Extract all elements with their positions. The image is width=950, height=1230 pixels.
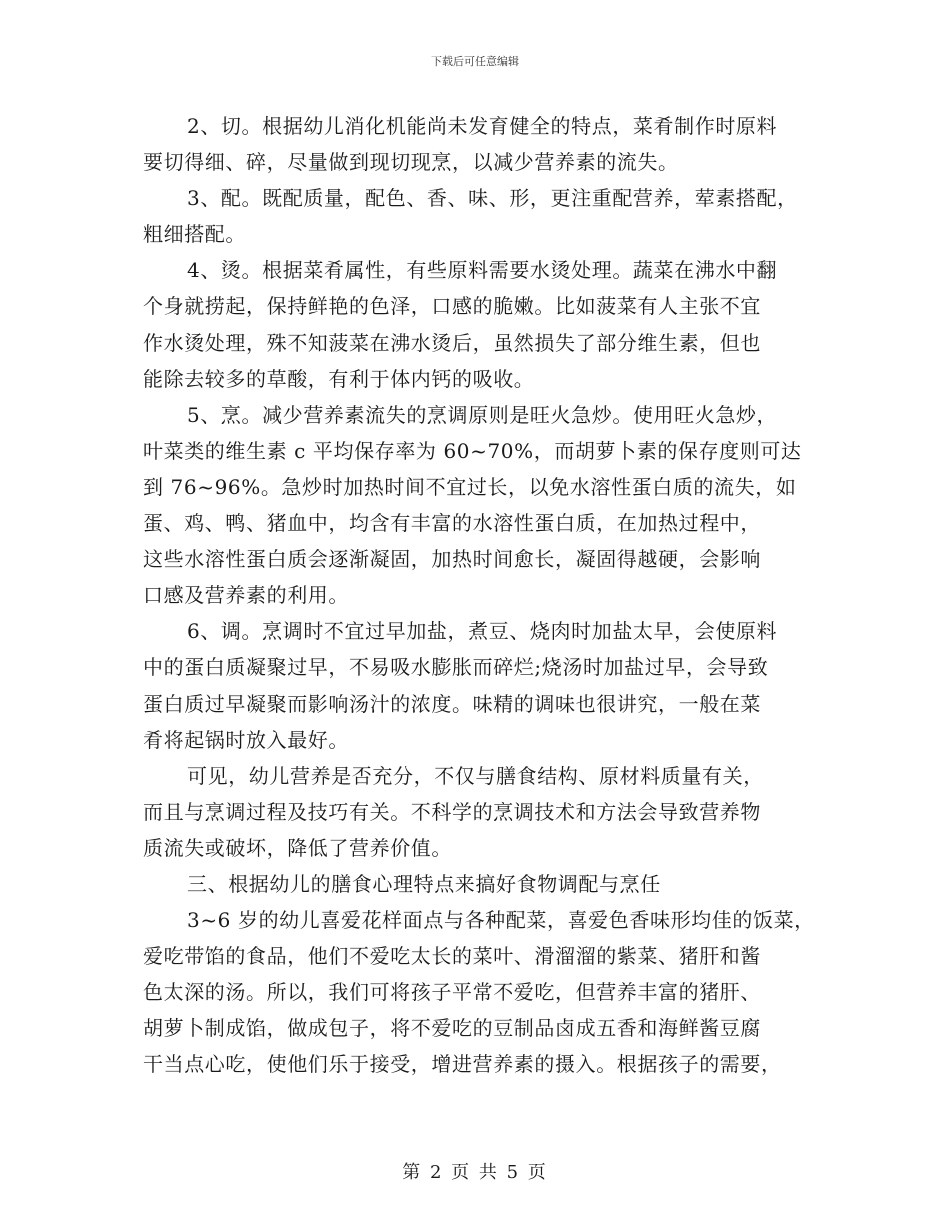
text-line: 要切得细、碎，尽量做到现切现烹，以减少营养素的流失。: [143, 150, 679, 175]
text-line: 肴将起锅时放入最好。: [143, 727, 349, 752]
text-line: 口感及营养素的利用。: [143, 583, 349, 608]
text-line: 可见，幼儿营养是否充分，不仅与膳食结构、原材料质量有关，: [187, 763, 764, 788]
text-line: 蛋白质过早凝聚而影响汤汁的浓度。味精的调味也很讲究，一般在菜: [143, 691, 761, 716]
text-line: 而且与烹调过程及技巧有关。不科学的烹调技术和方法会导致营养物: [143, 799, 761, 824]
text-line: 3~6 岁的幼儿喜爱花样面点与各种配菜，喜爱色香味形均佳的饭菜，: [187, 908, 815, 933]
text-line: 2、切。根据幼儿消化机能尚未发育健全的特点，菜肴制作时原料: [187, 114, 778, 138]
text-line: 中的蛋白质凝聚过早，不易吸水膨胀而碎烂;烧汤时加盐过早，会导致: [143, 655, 769, 680]
text-line: 胡萝卜制成馅，做成包子，将不爱吃的豆制品卤成五香和海鲜酱豆腐: [143, 1016, 761, 1041]
document-body: [143, 108, 823, 1083]
text-line: 能除去较多的草酸，有利于体内钙的吸收。: [143, 366, 535, 391]
text-line: 到 76~96%。急炒时加热时间不宜过长，以免水溶性蛋白质的流失，如: [143, 474, 797, 499]
text-line: 色太深的汤。所以，我们可将孩子平常不爱吃，但营养丰富的猪肝、: [143, 980, 761, 1005]
text-line: 叶菜类的维生素 c 平均保存率为 60~70%，而胡萝卜素的保存度则可达: [143, 438, 802, 463]
text-line: 4、烫。根据菜肴属性，有些原料需要水烫处理。蔬菜在沸水中翻: [187, 258, 778, 283]
text-line: 3、配。既配质量，配色、香、味、形，更注重配营养，荤素搭配，: [187, 186, 798, 211]
text-line: 这些水溶性蛋白质会逐渐凝固，加热时间愈长，凝固得越硬，会影响: [143, 547, 761, 572]
text-line: 5、烹。减少营养素流失的烹调原则是旺火急炒。使用旺火急炒，: [187, 402, 778, 427]
text-line: 爱吃带馅的食品，他们不爱吃太长的菜叶、滑溜溜的紫菜、猪肝和酱: [143, 944, 761, 969]
text-line: 干当点心吃，使他们乐于接受，增进营养素的摄入。根据孩子的需要，: [143, 1052, 782, 1077]
text-line: 6、调。烹调时不宜过早加盐，煮豆、烧肉时加盐太早，会使原料: [187, 619, 778, 644]
text-line: 粗细搭配。: [143, 222, 246, 247]
text-line: 个身就捞起，保持鲜艳的色泽，口感的脆嫩。比如菠菜有人主张不宜: [143, 294, 761, 319]
page-footer: 第 2 页 共 5 页: [402, 1162, 548, 1183]
text-line: 三、根据幼儿的膳食心理特点来搞好食物调配与烹任: [187, 871, 661, 896]
text-line: 作水烫处理，殊不知菠菜在沸水烫后，虽然损失了部分维生素，但也: [143, 330, 761, 355]
page-header: 下载后可任意编辑: [431, 55, 519, 68]
text-line: 质流失或破坏，降低了营养价值。: [143, 835, 452, 860]
text-line: 蛋、鸡、鸭、猪血中，均含有丰富的水溶性蛋白质，在加热过程中，: [143, 511, 761, 536]
